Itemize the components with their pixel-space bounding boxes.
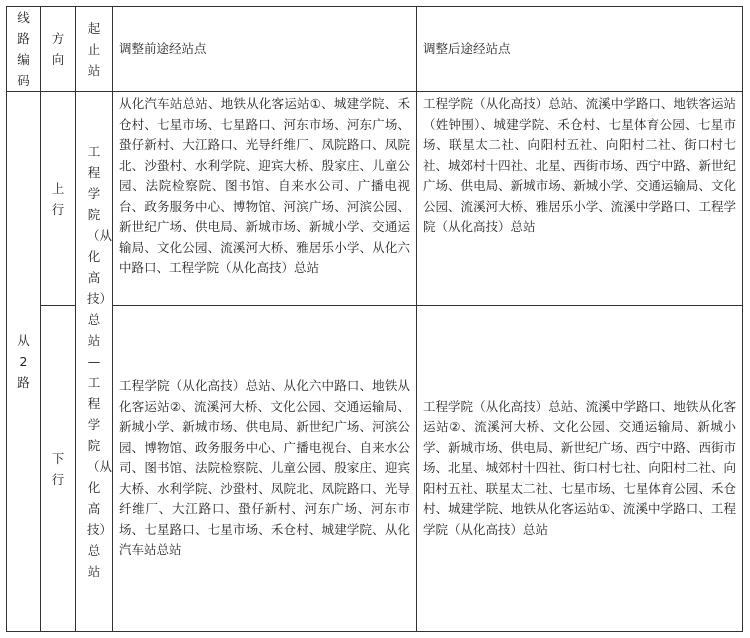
- header-before: 调整前途经站点: [119, 41, 207, 56]
- header-code-cell: [7, 7, 41, 92]
- down-before-stops: 工程学院（从化高技）总站、从化六中路口、地铁从化客运站②、流溪河大桥、文化公园、交通运输局、新城小学、新城市场、供电局、新世纪广场、河滨公园、博物馆、政务服务中心、广播电视台、自来水公司、图书馆、法院检察院、儿童公园、殷家庄、迎宾大桥、水利学院、沙蛩村、凤院北、凤院路口、光导纤维厂、大江路口、蛩仔新村、河东广场、河东市场、七星路口、七星市场、禾仓村、城建学院、从化汽车站总站: [113, 306, 417, 632]
- header-after-cell: [417, 7, 743, 92]
- header-direction: 方向: [51, 31, 65, 67]
- route-code: 从2路: [17, 333, 30, 390]
- header-row: [7, 7, 743, 92]
- header-after: 调整后途经站点: [423, 41, 511, 56]
- direction-up-cell: [41, 92, 76, 306]
- table-row-down: [7, 306, 743, 632]
- table-row-up: [7, 92, 743, 306]
- down-after-stops: 工程学院（从化高技）总站、流溪中学路口、地铁从化客运站②、流溪河大桥、文化公园、交通运输局、新城小学、新城市场、供电局、新世纪广场、西宁中路、西街市场、北星、城郊村十四社、街口村七社、向阳村二社、向阳村五社、联星太二社、七星市场、七星体育公园、禾仓村、城建学院、地铁从化客运站①、流溪中学路口、工程学院（从化高技）总站: [417, 306, 743, 632]
- header-code: 线路编码: [17, 10, 30, 88]
- up-before-stops: 从化汽车站总站、地铁从化客运站①、城建学院、禾仓村、七星市场、七星路口、河东市场、河东广场、蛩仔新村、大江路口、光导纤维厂、凤院路口、凤院北、沙蛩村、水利学院、迎宾大桥、殷家庄、儿童公园、法院检察院、图书馆、自来水公司、广播电视台、政务服务中心、博物馆、河滨广场、河滨公园、新世纪广场、供电局、新城市场、新城小学、交通运输局、文化公园、流溪河大桥、雅居乐小学、从化六中路口、工程学院（从化高技）总站: [113, 92, 417, 306]
- header-terminus-cell: [76, 7, 113, 92]
- header-before-cell: [113, 7, 417, 92]
- header-direction-cell: [41, 7, 76, 92]
- route-adjustment-table: [6, 6, 743, 632]
- terminus-text: 工程学院（从化高技）总站—工程学院（从化高技）总站: [87, 144, 113, 579]
- direction-down-cell: [41, 306, 76, 632]
- direction-down: 下行: [51, 450, 65, 487]
- direction-up: 上行: [51, 180, 65, 217]
- route-code-cell: [7, 92, 41, 632]
- terminus-cell: [76, 92, 113, 632]
- up-after-stops: 工程学院（从化高技）总站、流溪中学路口、地铁客运站（姓钟围）、城建学院、禾仓村、七星体育公园、七星市场、联星太二社、向阳村五社、向阳村二社、街口村七社、城郊村十四社、北星、西街市场、西宁中路、新世纪广场、供电局、新城市场、新城小学、交通运输局、文化公园、流溪河大桥、雅居乐小学、流溪中学路口、工程学院（从化高技）总站: [417, 92, 743, 306]
- header-terminus: 起止站: [87, 20, 101, 78]
